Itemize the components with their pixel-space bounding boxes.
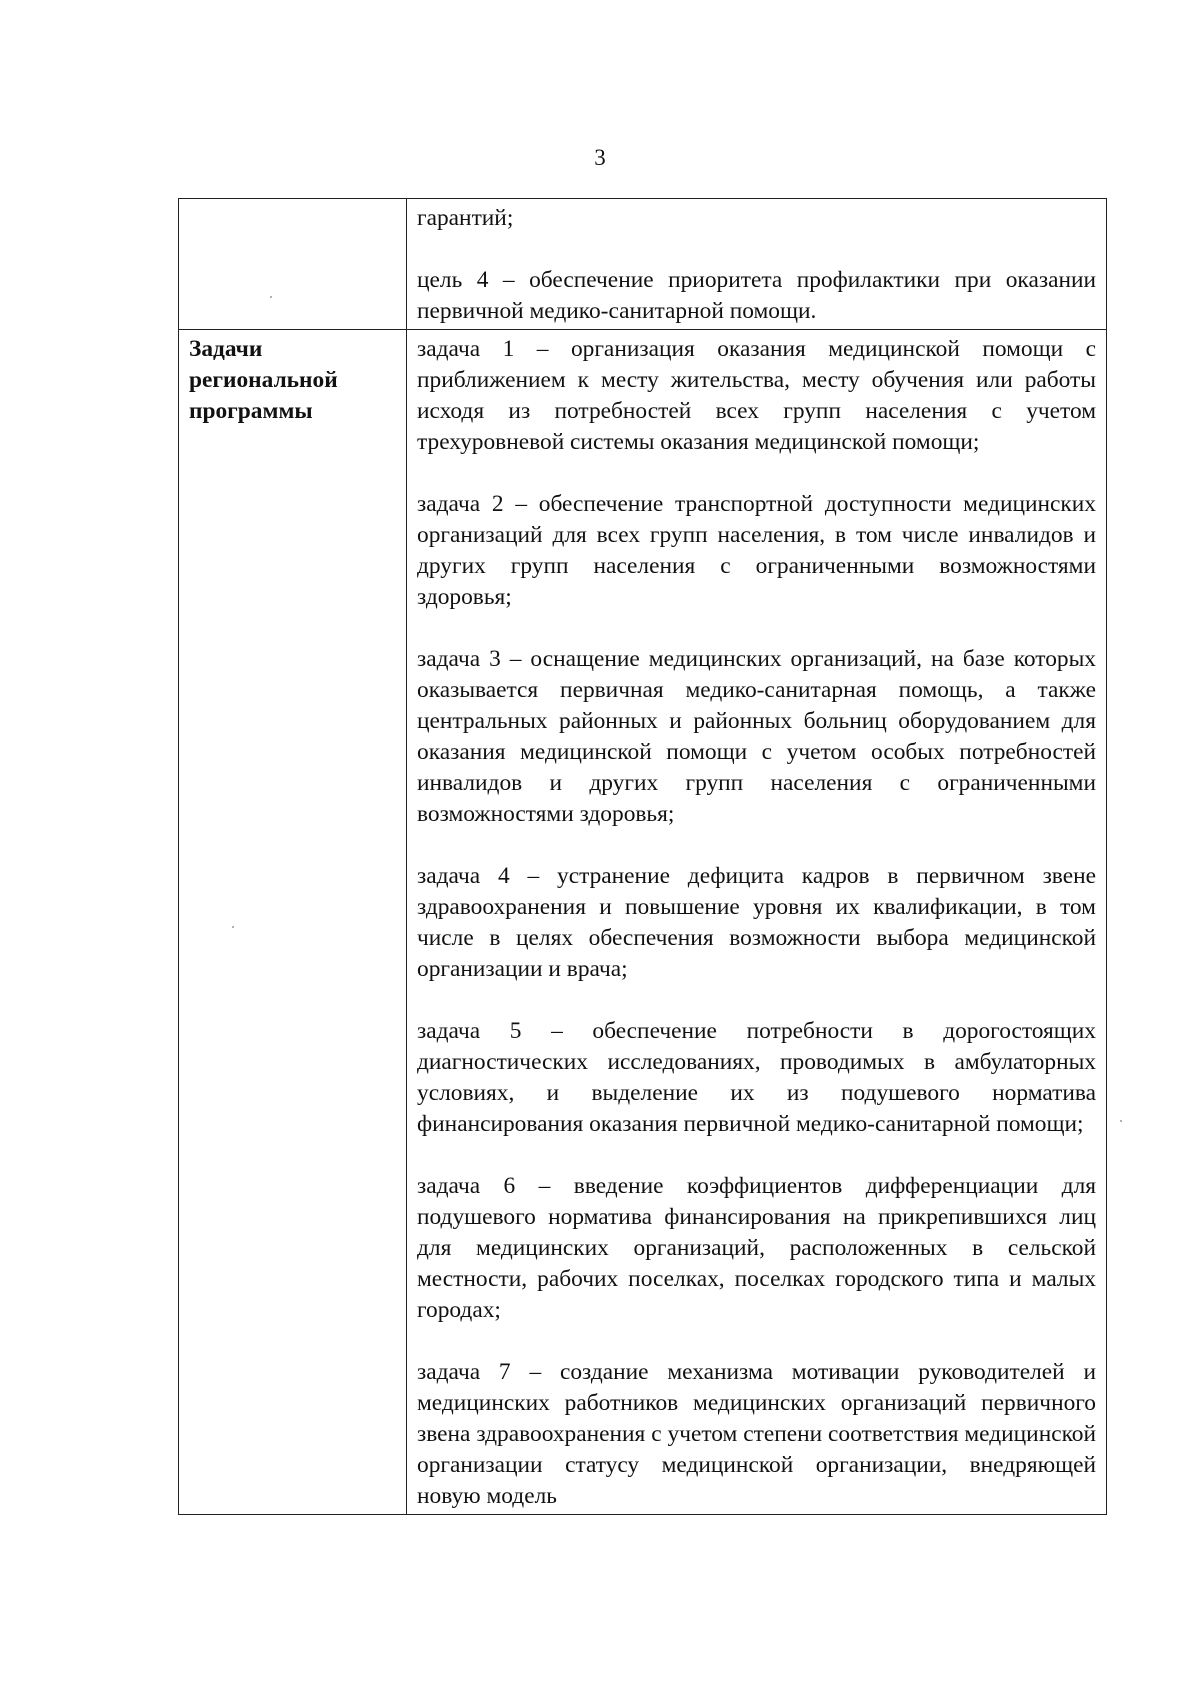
row1-content-cell: [407, 199, 1107, 330]
row1-paragraph: цель 4 – обеспечение приоритета профилактики при оказании первичной медико-санитарной помощи.: [417, 267, 1096, 324]
row2-label-cell: [179, 330, 407, 1515]
row-label-tasks: Задачи региональной программы: [189, 336, 338, 424]
scan-speck: [232, 926, 234, 928]
scan-speck: [1120, 1120, 1122, 1122]
page-number: 3: [594, 145, 606, 170]
task-paragraph: задача 7 – создание механизма мотивации руководителей и медицинских работников медицинских организаций первичного звена здравоохранения с учетом степени соответствия медицинской организации статусу медицинской организации, внедряющей новую модель: [417, 1359, 1096, 1509]
program-table: [178, 198, 1107, 1515]
row1-paragraph: гарантий;: [417, 205, 514, 231]
table-row-goals-continued: [179, 199, 1107, 330]
table-row-tasks: [179, 330, 1107, 1515]
task-paragraph: задача 5 – обеспечение потребности в дорогостоящих диагностических исследованиях, проводимых в амбулаторных условиях, и выделение их из подушевого норматива финансирования оказания первичной медико-санитарной помощи;: [417, 1018, 1096, 1137]
task-paragraph: задача 6 – введение коэффициентов дифференциации для подушевого норматива финансирования на прикрепившихся лиц для медицинских организаций, расположенных в сельской местности, рабочих поселках, поселках городского типа и малых городах;: [417, 1173, 1096, 1323]
row2-content-cell: [407, 330, 1107, 1515]
row1-label-cell: [179, 199, 407, 330]
task-paragraph: задача 2 – обеспечение транспортной доступности медицинских организаций для всех групп населения, в том числе инвалидов и других групп населения с ограниченными возможностями здоровья;: [417, 491, 1096, 610]
scan-speck: [270, 296, 272, 298]
task-paragraph: задача 3 – оснащение медицинских организаций, на базе которых оказывается первичная медико-санитарная помощь, а также центральных районных и районных больниц оборудованием для оказания медицинской помощи с учетом особых потребностей инвалидов и других групп населения с ограниченными возможностями здоровья;: [417, 646, 1096, 827]
task-paragraph: задача 4 – устранение дефицита кадров в первичном звене здравоохранения и повышение уровня их квалификации, в том числе в целях обеспечения возможности выбора медицинской организации и врача;: [417, 863, 1096, 982]
task-paragraph: задача 1 – организация оказания медицинской помощи с приближением к месту жительства, месту обучения или работы исходя из потребностей всех групп населения с учетом трехуровневой системы оказания медицинской помощи;: [417, 336, 1096, 455]
